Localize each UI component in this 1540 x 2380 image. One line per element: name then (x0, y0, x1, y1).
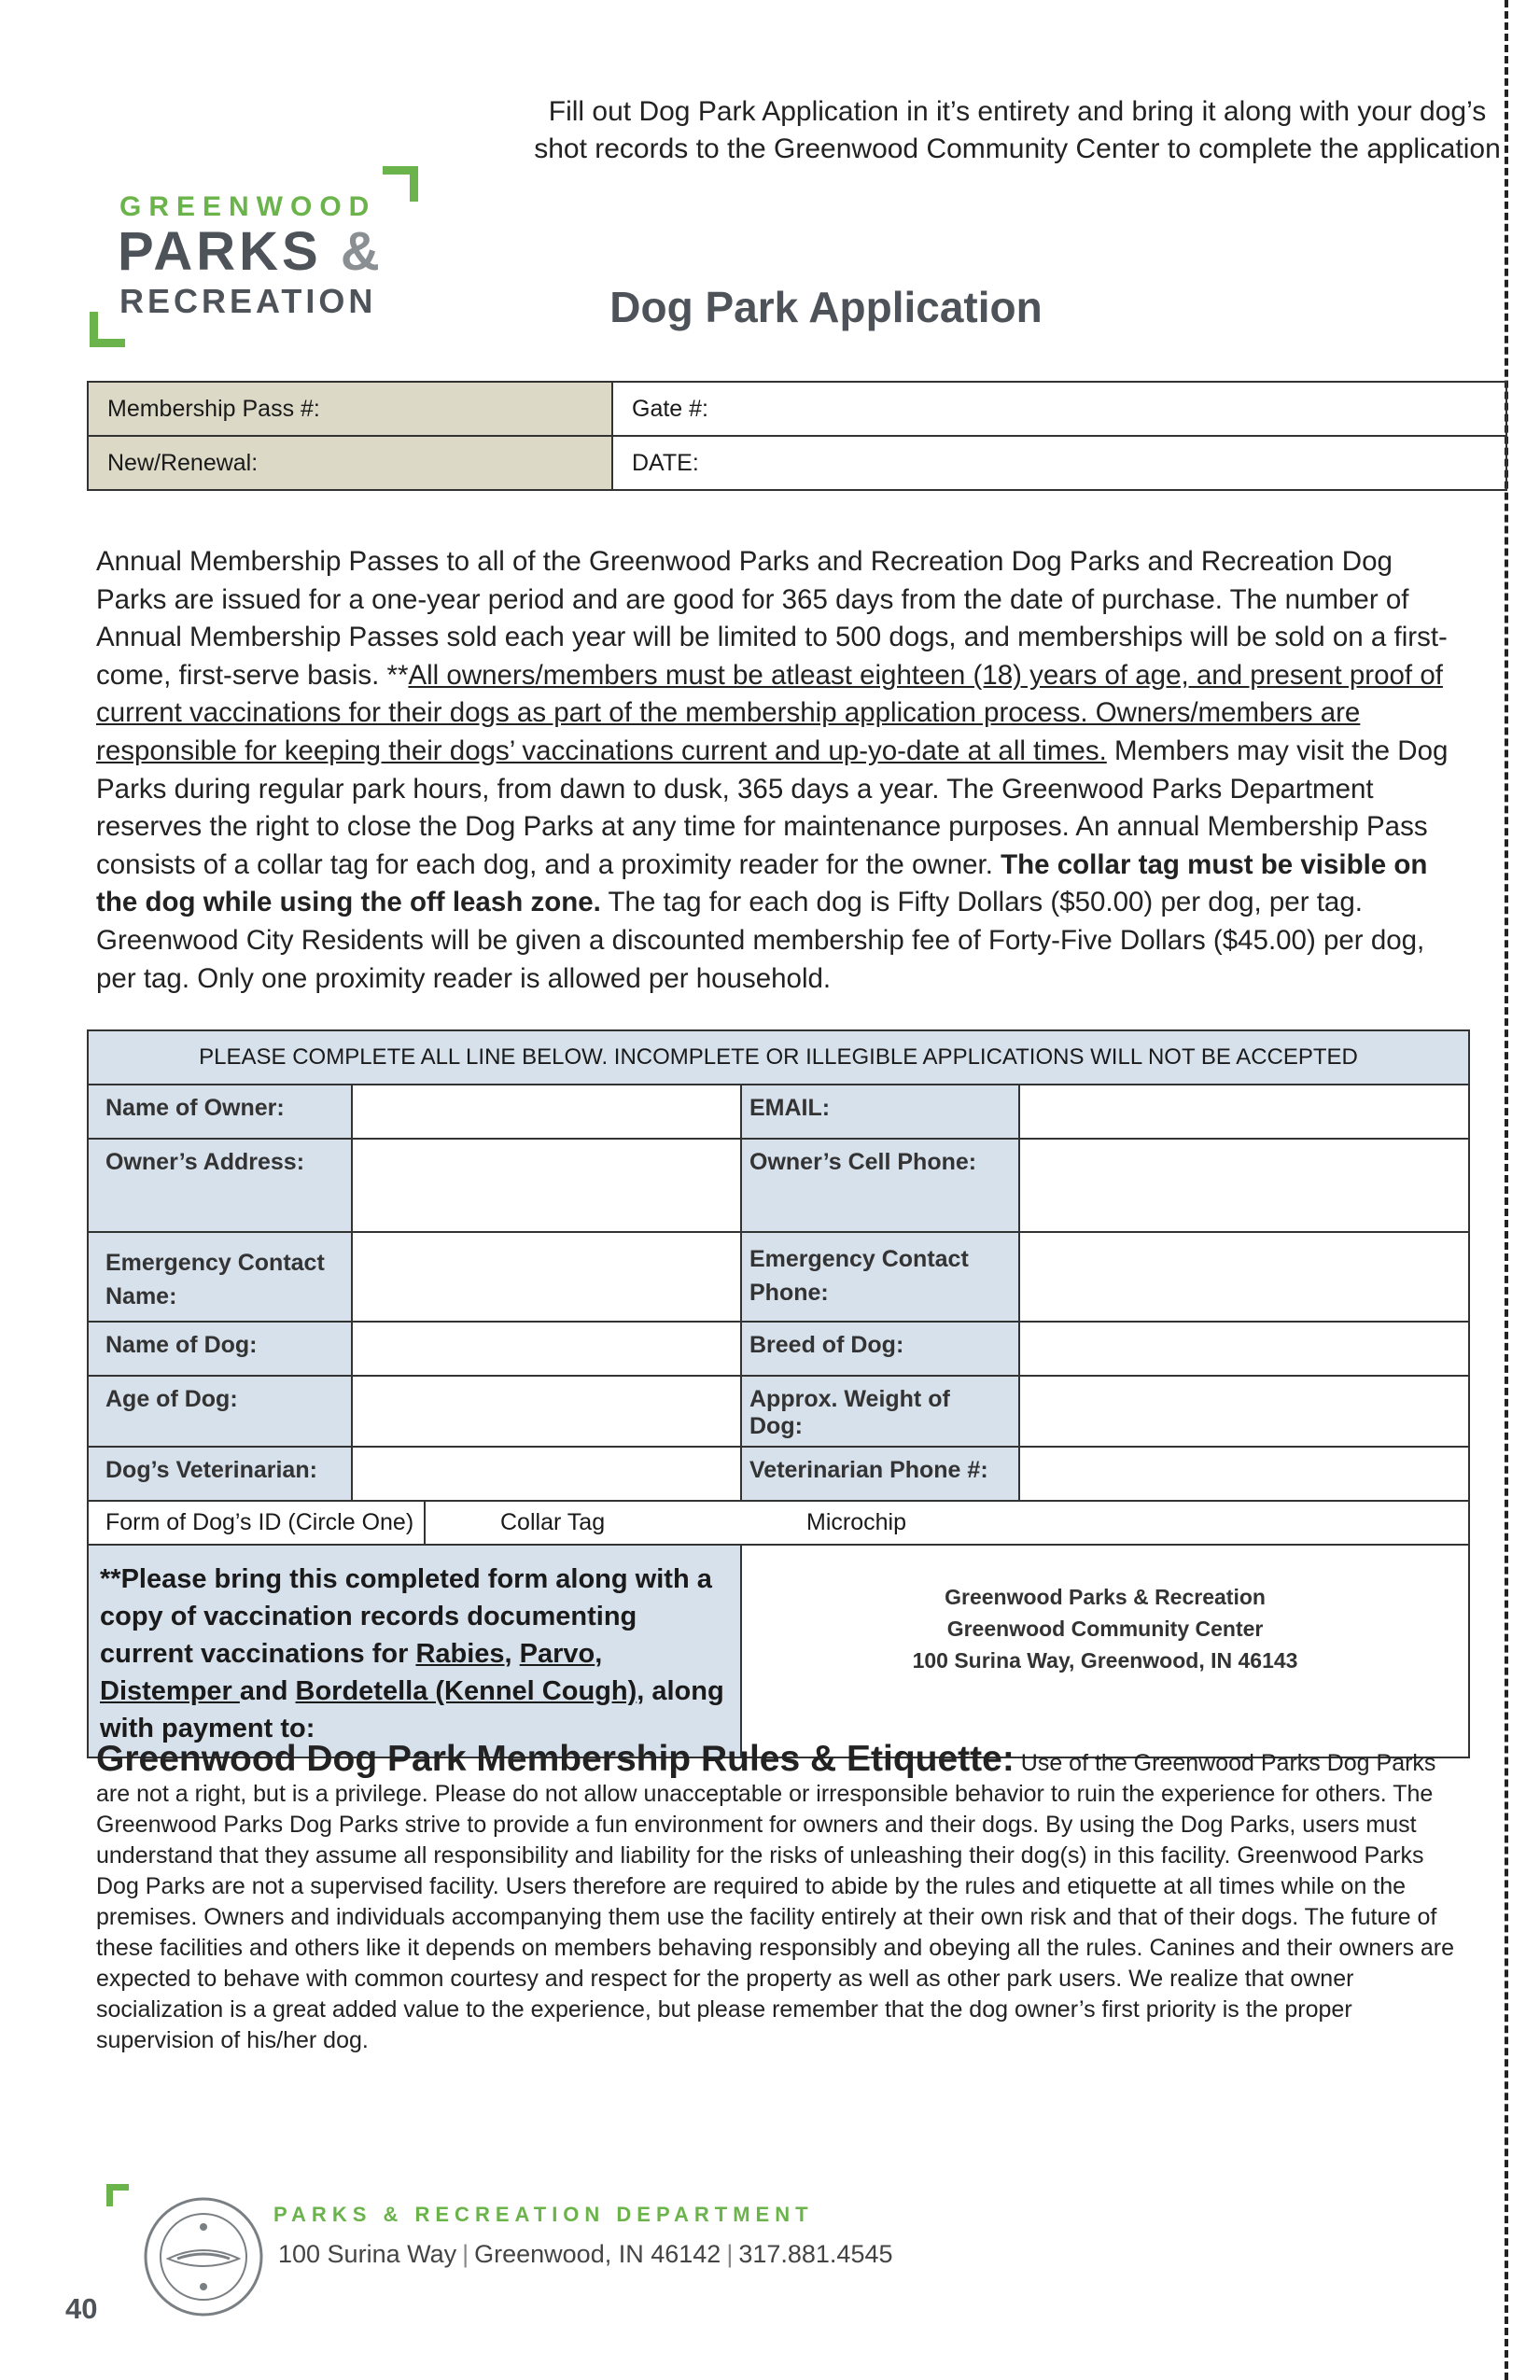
owner-name-label: Name of Owner: (88, 1085, 352, 1139)
city-seal-icon (140, 2193, 267, 2320)
vaccination-note (88, 1545, 741, 1757)
owner-cell-label: Owner’s Cell Phone: (741, 1139, 1019, 1232)
breed-input[interactable] (1019, 1322, 1469, 1376)
cut-line (1505, 0, 1508, 2380)
emergency-name-label: Emergency Contact Name: (88, 1232, 352, 1322)
footer-corner-accent (106, 2184, 129, 2206)
note-text-a: **Please bring this completed form along with a copy of vaccination records documenting current vaccinations for (100, 1564, 712, 1669)
note-parvo: Parvo (519, 1639, 595, 1669)
para-collar-tag-notice: The collar tag must be visible on the dog while using the off leash zone. (96, 848, 1428, 918)
note-rabies: Rabies (415, 1639, 505, 1669)
dog-name-input[interactable] (352, 1322, 741, 1376)
owner-address-input[interactable] (352, 1139, 741, 1232)
vet-phone-label: Veterinarian Phone #: (741, 1447, 1019, 1501)
para-part-1: Annual Membership Passes to all of the Greenwood Parks and Recreation Dog Parks and Recreation Dog Parks are issued for a one-year period and are good for 365 days from the date of purchase. The number of Annual Membership Passes sold each year will be limited to 500 dogs, and memberships will be sold on a first-come, first-serve basis. ** (96, 546, 1448, 691)
vet-phone-input[interactable] (1019, 1447, 1469, 1501)
emergency-name-input[interactable] (352, 1232, 741, 1322)
email-label: EMAIL: (741, 1085, 1019, 1139)
dog-age-input[interactable] (352, 1376, 741, 1447)
logo-parks-text: PARKS (118, 221, 322, 282)
para-part-5: The tag for each dog is Fifty Dollars ($50.00) per dog, per tag. Greenwood City Residents will be given a discounted membership fee of Forty-Five Dollars ($45.00) per dog, per tag. Only one proximity reader is allowed per household. (96, 887, 1425, 994)
weight-input[interactable] (1019, 1376, 1469, 1447)
dog-name-label: Name of Dog: (88, 1322, 352, 1376)
dog-age-label: Age of Dog: (88, 1376, 352, 1447)
rules-section (96, 1739, 1468, 2056)
intro-text: Fill out Dog Park Application in it’s entirety and bring it along with your dog’s shot records to the Greenwood Community Center to complete the application (534, 96, 1501, 164)
id-option-collar-tag[interactable]: Collar Tag (425, 1501, 741, 1545)
veterinarian-label: Dog’s Veterinarian: (88, 1447, 352, 1501)
note-comma-1: , (504, 1639, 520, 1669)
email-input[interactable] (1019, 1085, 1469, 1139)
breed-label: Breed of Dog: (741, 1322, 1019, 1376)
date-field[interactable]: DATE: (612, 436, 1506, 490)
footer-separator-icon: | (726, 2240, 734, 2268)
logo-ampersand: & (340, 221, 384, 282)
membership-description (96, 543, 1468, 998)
note-text-b: , along with payment to: (100, 1676, 724, 1743)
note-comma-2: , (595, 1639, 603, 1669)
logo-corner-top-right (383, 166, 418, 202)
para-underlined-requirements: All owners/members must be atleast eighteen (18) years of age, and present proof of current vaccinations for their dogs as part of the membership application process. Owners/members are responsible for keeping their dogs’ vaccinations current and up-yo-date at all times. (96, 659, 1443, 766)
note-distemper: Distemper (100, 1676, 240, 1706)
footer-separator-icon: | (462, 2240, 469, 2268)
membership-table (87, 381, 1507, 491)
emergency-phone-label: Emergency Contact Phone: (741, 1232, 1019, 1322)
membership-pass-field[interactable]: Membership Pass #: (88, 382, 612, 436)
logo-greenwood: GREENWOOD (119, 191, 377, 222)
page-number: 40 (65, 2292, 98, 2325)
owner-cell-input[interactable] (1019, 1139, 1469, 1232)
new-renewal-field[interactable]: New/Renewal: (88, 436, 612, 490)
weight-label: Approx. Weight of Dog: (741, 1376, 1019, 1447)
footer-department: PARKS & RECREATION DEPARTMENT (273, 2203, 814, 2226)
dog-id-label: Form of Dog’s ID (Circle One) (88, 1501, 425, 1545)
owner-address-label: Owner’s Address: (88, 1139, 352, 1232)
footer-phone: 317.881.4545 (738, 2240, 893, 2268)
note-and: and (239, 1676, 296, 1706)
address-line-3: 100 Surina Way, Greenwood, IN 46143 (912, 1648, 1298, 1673)
para-part-3: Members may visit the Dog Parks during regular park hours, from dawn to dusk, 365 days a year. The Greenwood Parks Department reserves the right to close the Dog Parks at any time for maintenance purposes. An annual Membership Pass consists of a collar tag for each dog, and a proximity reader for the owner. (96, 735, 1449, 880)
address-line-1: Greenwood Parks & Recreation (945, 1585, 1266, 1609)
id-option-microchip[interactable]: Microchip (741, 1501, 1469, 1545)
emergency-phone-input[interactable] (1019, 1232, 1469, 1322)
footer-city: Greenwood, IN 46142 (474, 2240, 721, 2268)
address-line-2: Greenwood Community Center (946, 1617, 1264, 1641)
owner-name-input[interactable] (352, 1085, 741, 1139)
page-title: Dog Park Application (609, 283, 1043, 331)
rules-title: Greenwood Dog Park Membership Rules & Etiquette: (96, 1739, 1015, 1779)
logo-parks (118, 220, 384, 283)
form-instructions: PLEASE COMPLETE ALL LINE BELOW. INCOMPLETE OR ILLEGIBLE APPLICATIONS WILL NOT BE ACCEPTED (88, 1030, 1469, 1085)
veterinarian-input[interactable] (352, 1447, 741, 1501)
rules-body: Use of the Greenwood Parks Dog Parks are not a right, but is a privilege. Please do not allow unacceptable or irresponsible behavior to ruin the experience for others. The Greenwood Parks Dog Parks strive to provide a fun environment for owners and their dogs. By using the Dog Parks, users must understand that they assume all responsibility and liability for the risks of unleashing their dog(s) in this facility. Greenwood Parks Dog Parks are not a supervised facility. Users therefore are required to abide by the rules and etiquette at all times while on the premises. Owners and individuals accompanying them use the facility entirely at their own risk and that of their dogs. The future of these facilities and others like it depends on members behaving responsibly and obeying all the rules. Canines and their owners are expected to behave with common courtesy and respect for the property as well as other park users. We realize that owner socialization is a great added value to the experience, but please remember that the dog owner’s first priority is the proper supervision of his/her dog. (96, 1750, 1455, 2053)
payment-address (741, 1545, 1469, 1757)
gate-field[interactable]: Gate #: (612, 382, 1506, 436)
application-form (87, 1029, 1470, 1758)
footer-street: 100 Surina Way (278, 2240, 457, 2268)
note-bordetella: Bordetella (Kennel Cough) (295, 1676, 637, 1706)
logo-corner-bottom-left (90, 312, 125, 347)
logo-recreation: RECREATION (119, 282, 377, 320)
footer-address (278, 2240, 893, 2269)
